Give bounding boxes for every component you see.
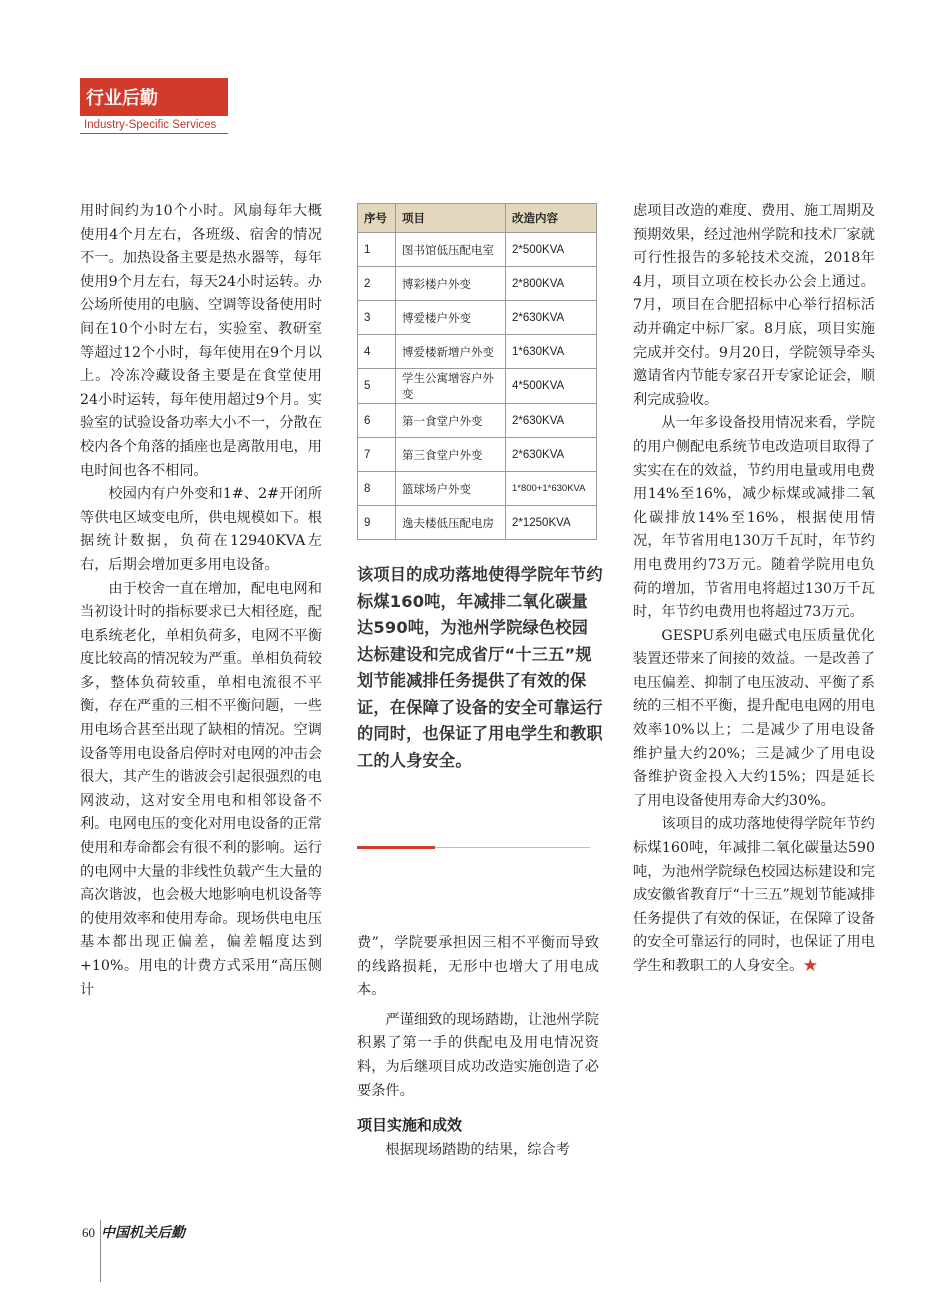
table-cell: 2*630KVA bbox=[506, 404, 597, 438]
quote-divider-accent bbox=[357, 846, 435, 849]
paragraph: 校园内有户外变和1#、2#开闭所等供电区域变电所，供电规模如下。根据统计数据，负荷在12940KVA左右，后期会增加更多用电设备。 bbox=[80, 486, 322, 573]
table-header-cell: 改造内容 bbox=[506, 204, 597, 233]
paragraph: 根据现场踏勘的结果，综合考 bbox=[385, 1141, 570, 1158]
table-row bbox=[358, 472, 597, 506]
table-cell: 篮球场户外变 bbox=[396, 472, 506, 506]
table-cell: 9 bbox=[358, 506, 396, 540]
paragraph: GESPU系列电磁式电压质量优化装置还带来了间接的效益。一是改善了电压偏差、抑制了电压波动、平衡了系统的三相不平衡，提升配电电网的用电效率10%以上；二是减少了用电设备维护量大约20%；三是减少了用电设备维护资金投入大约15%；四是延长了用电设备使用寿命大约30%。 bbox=[633, 627, 875, 809]
table-row bbox=[358, 301, 597, 335]
paragraph bbox=[633, 813, 875, 978]
section-heading: 项目实施和成效 bbox=[357, 1116, 463, 1135]
table-cell: 2*1250KVA bbox=[506, 506, 597, 540]
table-cell: 5 bbox=[358, 369, 396, 404]
section-title-cn: 行业后勤 bbox=[80, 78, 228, 116]
table-row bbox=[358, 404, 597, 438]
magazine-logo: 中国机关后勤 bbox=[101, 1225, 185, 1241]
table-cell: 2*630KVA bbox=[506, 301, 597, 335]
table-cell: 1 bbox=[358, 233, 396, 267]
section-header bbox=[80, 78, 228, 134]
paragraph: 从一年多设备投用情况来看，学院的用户侧配电系统节电改造项目取得了实实在在的效益，节约用电量或用电费用14%至16%，减少标煤或减排二氧化碳排放14%至16%，根据使用情况，年节省用电130万千瓦时，年节约用电费用约73万元。随着学院用电负荷的增加，节省用电将超过130万千瓦时，年节约电费用也将超过73万元。 bbox=[633, 415, 875, 621]
table-row bbox=[358, 233, 597, 267]
quote-divider bbox=[357, 847, 590, 848]
table-cell: 4*500KVA bbox=[506, 369, 597, 404]
table-cell: 2*630KVA bbox=[506, 438, 597, 472]
table-row bbox=[358, 506, 597, 540]
table-header-cell: 项目 bbox=[396, 204, 506, 233]
paragraph: 严谨细致的现场踏勘，让池州学院积累了第一手的供配电及用电情况资料，为后继项目成功改造实施创造了必要条件。 bbox=[357, 1011, 599, 1099]
paragraph: 由于校舍一直在增加，配电电网和当初设计时的指标要求已大相径庭，配电系统老化，单相负荷多，电网不平衡度比较高的情况较为严重。单相负荷较多，整体负荷较重，单相电流很不平衡，存在严重的三相不平衡问题，一些用电场合甚至出现了缺相的情况。空调设备等用电设备启停时对电网的冲击会很大，其产生的谐波会引起很强烈的电网波动，这对安全用电和相邻设备不利。电网电压的变化对用电设备的正常使用和寿命都会有很不利的影响。运行的电网中大量的非线性负载产生大量的高次谐波，也会极大地影响电机设备等的使用效率和使用寿命。现场供电电压基本都出现正偏差，偏差幅度达到+10%。用电的计费方式采用“高压侧计 bbox=[80, 580, 322, 998]
table-cell: 7 bbox=[358, 438, 396, 472]
table-cell: 2*500KVA bbox=[506, 233, 597, 267]
page-number: 60 bbox=[82, 1225, 95, 1240]
paragraph: 虑项目改造的难度、费用、施工周期及预期效果，经过池州学院和技术厂家就可行性报告的多轮技术交流，2018年4月，项目立项在校长办公会上通过。7月，项目在合肥招标中心举行招标活动并确定中标厂家。8月底，项目实施完成并交付。9月20日，学院领导牵头邀请省内节能专家召开专家论证会，顺利完成验收。 bbox=[633, 203, 875, 408]
table-cell: 图书馆低压配电室 bbox=[396, 233, 506, 267]
table-cell: 4 bbox=[358, 335, 396, 369]
table-cell: 1*630KVA bbox=[506, 335, 597, 369]
table-cell: 第一食堂户外变 bbox=[396, 404, 506, 438]
table-row bbox=[358, 335, 597, 369]
table-cell: 2*800KVA bbox=[506, 267, 597, 301]
column-left bbox=[80, 200, 322, 1002]
table-cell: 3 bbox=[358, 301, 396, 335]
table-row bbox=[358, 438, 597, 472]
paragraph: 费”，学院要承担因三相不平衡而导致的线路损耗，无形中也增大了用电成本。 bbox=[357, 935, 599, 999]
column-middle bbox=[357, 932, 599, 1162]
table-row bbox=[358, 369, 597, 404]
table-cell: 博爱楼户外变 bbox=[396, 301, 506, 335]
table-cell: 6 bbox=[358, 404, 396, 438]
substation-table bbox=[357, 203, 597, 540]
paragraph: 用时间约为10个小时。风扇每年大概使用4个月左右，各班级、宿舍的情况不一。加热设备主要是热水器等，每年使用9个月左右，每天24小时运转。办公场所使用的电脑、空调等设备使用时间在10个小时左右，实验室、教研室等超过12个小时，每年使用在9个月以上。冷冻冷藏设备主要是在食堂使用24小时运转，每年使用超过9个月。实验室的试验设备功率大小不一，分散在校内各个角落的插座也是离散用电，用电时间也各不相同。 bbox=[80, 203, 322, 479]
end-star-icon: ★ bbox=[803, 958, 818, 974]
table-cell: 学生公寓增容户外变 bbox=[396, 369, 506, 404]
table-cell: 1*800+1*630KVA bbox=[506, 472, 597, 506]
table-header-cell: 序号 bbox=[358, 204, 396, 233]
paragraph-text: 该项目的成功落地使得学院年节约标煤160吨，年减排二氧化碳量达590吨，为池州学院绿色校园达标建设和完成安徽省教育厅“十三五”规划节能减排任务提供了有效的保证，在保障了设备的安全可靠运行的同时，也保证了用电学生和教职工的人身安全。 bbox=[633, 816, 875, 974]
table-cell: 博爱楼新增户外变 bbox=[396, 335, 506, 369]
column-right bbox=[633, 200, 875, 979]
table-cell: 8 bbox=[358, 472, 396, 506]
table-cell: 博彩楼户外变 bbox=[396, 267, 506, 301]
pull-quote: 该项目的成功落地使得学院年节约标煤160吨，年减排二氧化碳量达590吨，为池州学院绿色校园达标建设和完成省厅“十三五”规划节能减排任务提供了有效的保证，在保障了设备的安全可靠运行的同时，也保证了用电学生和教职工的人身安全。 bbox=[357, 565, 603, 770]
table-header-row bbox=[358, 204, 597, 233]
table-cell: 第三食堂户外变 bbox=[396, 438, 506, 472]
page-footer bbox=[82, 1222, 185, 1242]
table-cell: 2 bbox=[358, 267, 396, 301]
table-cell: 逸夫楼低压配电房 bbox=[396, 506, 506, 540]
section-title-en: Industry-Specific Services bbox=[80, 116, 228, 134]
table-row bbox=[358, 267, 597, 301]
